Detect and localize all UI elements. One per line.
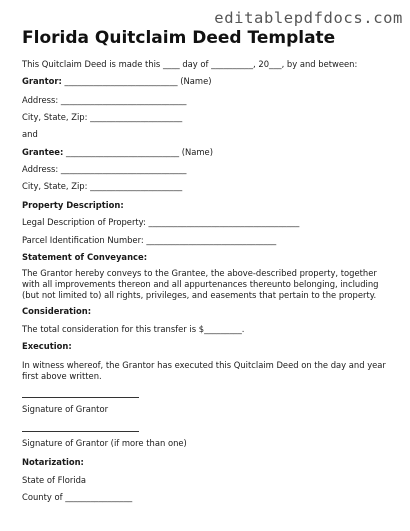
grantee-address: Address: ______________________________ — [22, 164, 187, 174]
execution-heading: Execution: — [22, 341, 72, 351]
second-grantor-signature-label: Signature of Grantor (if more than one) — [22, 438, 187, 448]
execution-text: In witness whereof, the Grantor has executed this Quitclaim Deed on the day and year first above written. — [22, 360, 386, 381]
property-heading: Property Description: — [22, 200, 124, 210]
notarization-heading: Notarization: — [22, 457, 84, 467]
notary-state: State of Florida — [22, 475, 87, 485]
grantor-name-row — [22, 76, 212, 87]
grantor-name-line: ___________________________ (Name) — [61, 76, 212, 86]
grantor-signature-line — [22, 397, 139, 398]
conveyance-heading: Statement of Conveyance: — [22, 252, 148, 262]
grantee-city-state-zip: City, State, Zip: ______________________ — [22, 181, 183, 191]
second-grantor-signature-line — [22, 431, 139, 432]
notary-county: County of ________________ — [22, 492, 133, 502]
grantee-name-line: ___________________________ (Name) — [63, 147, 213, 157]
watermark: editablepdfdocs.com — [214, 9, 403, 27]
document-title: Florida Quitclaim Deed Template — [22, 28, 336, 48]
grantor-city-state-zip: City, State, Zip: ______________________ — [22, 112, 183, 122]
grantee-label: Grantee: — [22, 147, 64, 157]
consideration-text: The total consideration for this transfer is $_________. — [22, 324, 245, 334]
grantor-label: Grantor: — [22, 76, 62, 86]
parcel-id: Parcel Identification Number: _______________________________ — [22, 235, 277, 245]
and-text: and — [22, 129, 38, 139]
grantee-name-row — [22, 147, 213, 158]
grantor-address: Address: ______________________________ — [22, 95, 187, 105]
intro-text: This Quitclaim Deed is made this ____ day of __________, 20___, by and between: — [22, 59, 358, 69]
conveyance-text: The Grantor hereby conveys to the Grantee, the above-described property, together with all improvements thereon and all appurtenances thereunto belonging, including (but not limited to) all rights, privileges, and easements that pertain to the property. — [22, 268, 379, 300]
grantor-signature-label: Signature of Grantor — [22, 404, 109, 414]
consideration-heading: Consideration: — [22, 306, 92, 316]
legal-description: Legal Description of Property: ____________________________________ — [22, 217, 300, 227]
